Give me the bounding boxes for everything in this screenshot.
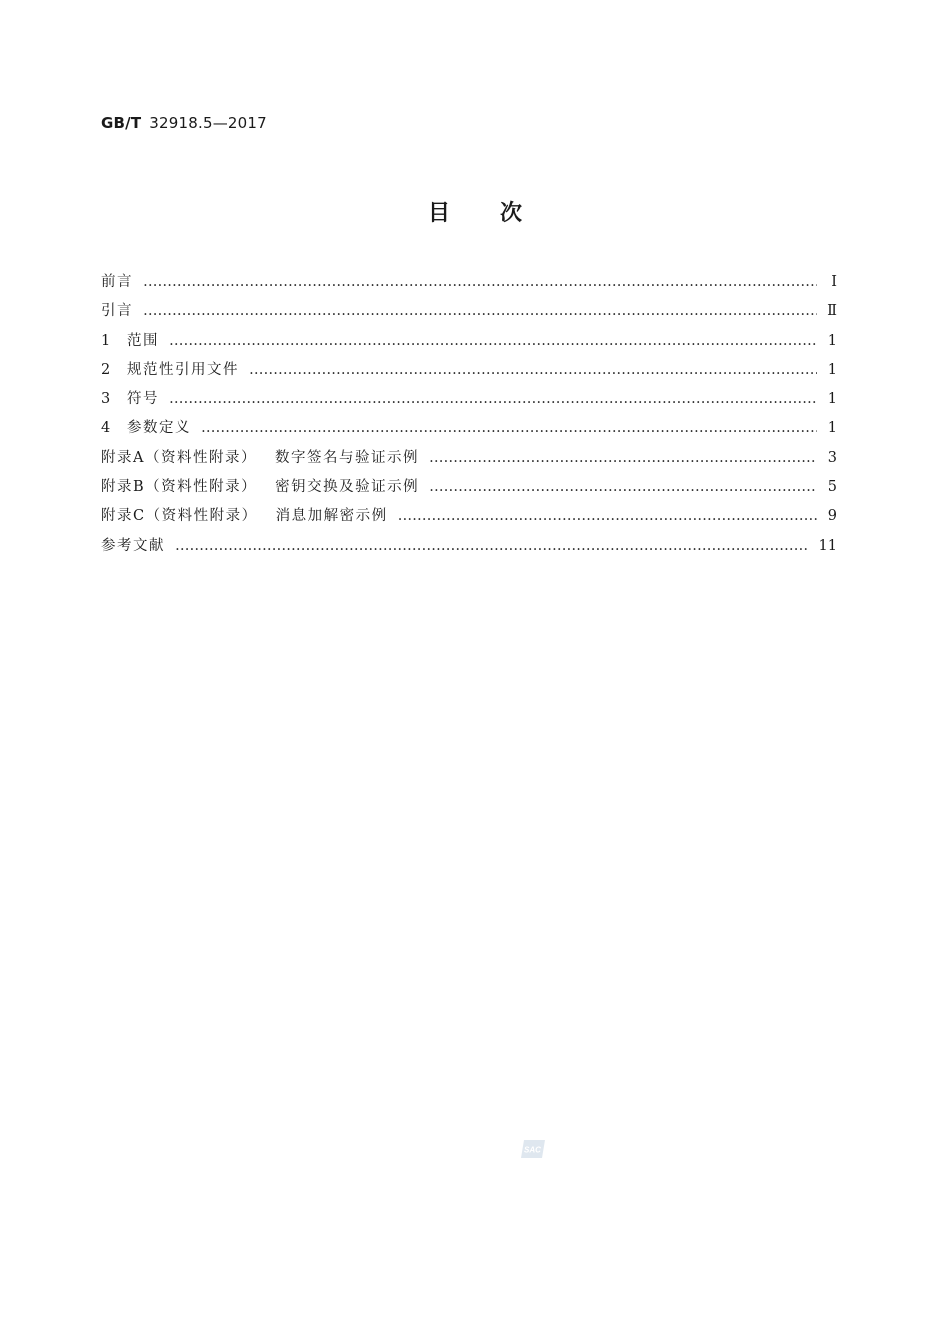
toc-section-number: 1 bbox=[101, 332, 112, 349]
toc-entry-introduction[interactable] bbox=[101, 299, 837, 328]
toc-entry-foreword[interactable] bbox=[101, 270, 837, 299]
dot-leader bbox=[175, 538, 809, 554]
toc-annex-label: 附录A（资料性附录） bbox=[101, 449, 257, 466]
toc-section-number: 4 bbox=[101, 420, 112, 437]
toc-entry-symbols[interactable] bbox=[101, 387, 837, 416]
dot-leader bbox=[143, 274, 817, 290]
toc-entry-annex-b[interactable] bbox=[101, 475, 837, 504]
toc-annex-label: 附录B（资料性附录） bbox=[101, 479, 258, 496]
watermark-text: SAC bbox=[524, 1145, 541, 1155]
toc-label: 符号 bbox=[127, 391, 159, 408]
toc-page-number: 3 bbox=[827, 449, 837, 466]
dot-leader bbox=[249, 362, 817, 378]
standard-number: 32918.5—2017 bbox=[149, 114, 267, 132]
toc-entry-annex-c[interactable] bbox=[101, 504, 837, 533]
toc-page-number: 1 bbox=[827, 332, 837, 349]
toc-label: 前言 bbox=[101, 274, 133, 290]
dot-leader bbox=[169, 333, 817, 349]
toc-page-number: 5 bbox=[827, 479, 837, 496]
toc-entry-parameter-definitions[interactable] bbox=[101, 416, 837, 445]
toc-label: 引言 bbox=[101, 303, 133, 320]
dot-leader bbox=[398, 508, 817, 524]
dot-leader bbox=[201, 420, 817, 436]
dot-leader bbox=[169, 391, 817, 407]
page-title bbox=[0, 196, 950, 227]
toc-entry-annex-a[interactable] bbox=[101, 446, 837, 475]
toc-label bbox=[101, 475, 419, 496]
toc-label: 参数定义 bbox=[127, 420, 191, 437]
toc-page-number: Ⅱ bbox=[827, 303, 837, 320]
document-code bbox=[101, 114, 267, 132]
toc-page-number: 1 bbox=[827, 420, 837, 437]
toc-entry-bibliography[interactable] bbox=[101, 534, 837, 563]
toc-annex-title: 数字签名与验证示例 bbox=[274, 449, 419, 466]
dot-leader bbox=[429, 479, 817, 495]
toc-page-number: 1 bbox=[827, 361, 837, 378]
table-of-contents bbox=[101, 270, 837, 563]
sac-logo-watermark bbox=[519, 1137, 547, 1161]
toc-annex-label: 附录C（资料性附录） bbox=[101, 508, 258, 525]
toc-section-number: 2 bbox=[101, 361, 112, 378]
toc-annex-title: 密钥交换及验证示例 bbox=[275, 479, 420, 496]
toc-entry-normative-references[interactable] bbox=[101, 358, 837, 387]
toc-entry-scope[interactable] bbox=[101, 329, 837, 358]
toc-label: 范围 bbox=[127, 332, 159, 349]
toc-page-number: 1 bbox=[827, 391, 837, 408]
dot-leader bbox=[143, 303, 817, 319]
toc-page-number: 11 bbox=[818, 537, 837, 554]
toc-label: 规范性引用文件 bbox=[127, 361, 239, 378]
toc-page-number: Ⅰ bbox=[831, 274, 837, 290]
toc-page-number: 9 bbox=[827, 508, 837, 525]
standard-prefix: GB/T bbox=[101, 114, 142, 132]
title-part-1: 目 bbox=[427, 201, 450, 226]
toc-label bbox=[101, 446, 419, 467]
toc-section-number: 3 bbox=[101, 391, 112, 408]
dot-leader bbox=[429, 450, 817, 466]
toc-label bbox=[101, 504, 388, 525]
toc-annex-title: 消息加解密示例 bbox=[275, 508, 388, 525]
toc-label: 参考文献 bbox=[101, 537, 165, 554]
title-part-2: 次 bbox=[500, 201, 523, 226]
